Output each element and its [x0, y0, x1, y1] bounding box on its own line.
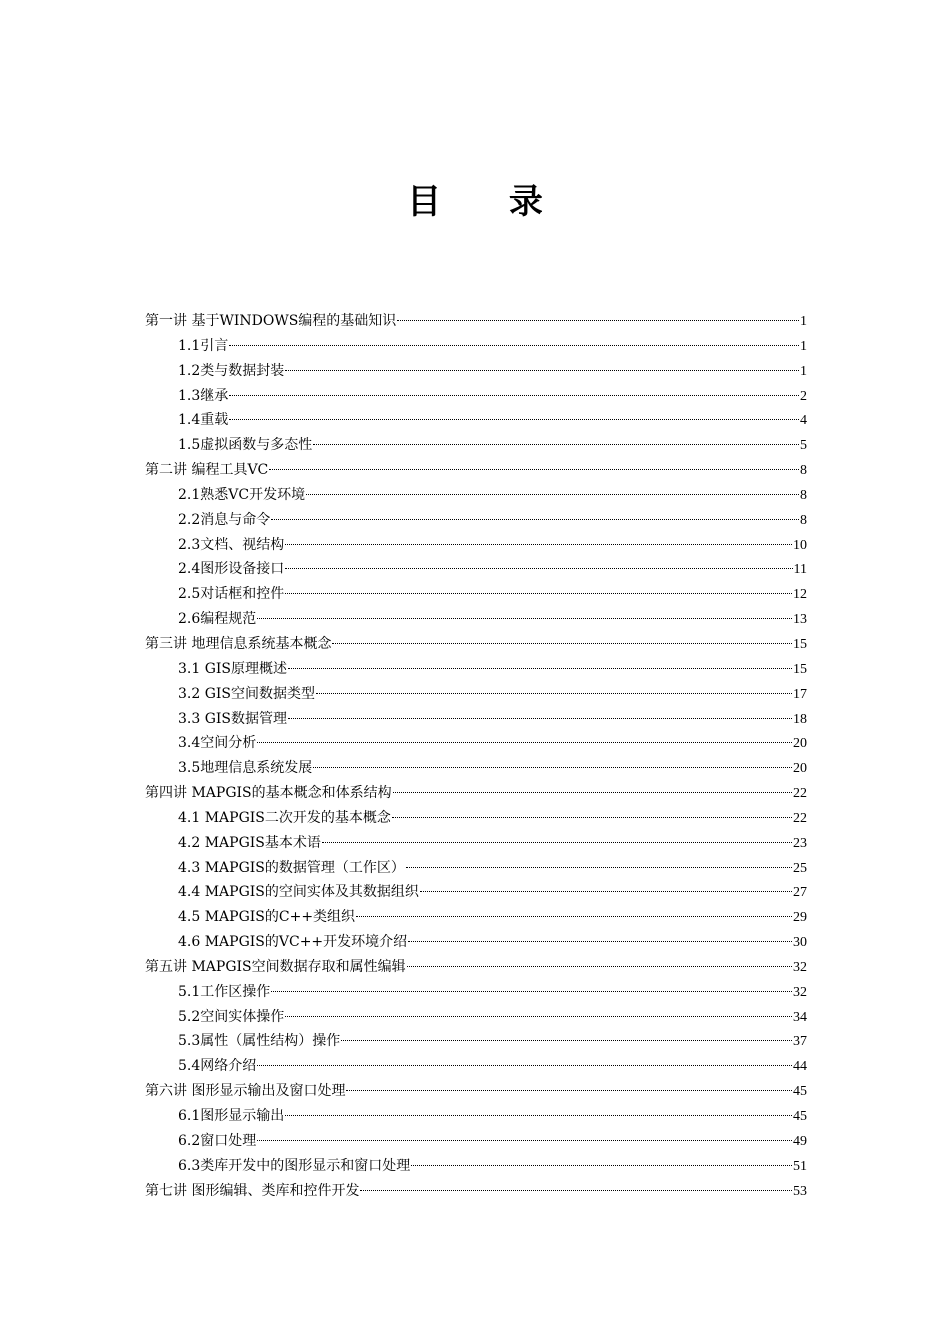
toc-section-entry[interactable]	[145, 1029, 807, 1054]
toc-dot-leader	[285, 1115, 792, 1116]
toc-section-entry[interactable]	[145, 806, 807, 831]
toc-section-entry[interactable]	[145, 905, 807, 930]
toc-section-entry[interactable]	[145, 856, 807, 881]
table-of-contents	[145, 309, 807, 1203]
toc-dot-leader	[271, 991, 792, 992]
toc-entry-page-number: 1	[800, 363, 807, 379]
toc-entry-page-number: 49	[793, 1133, 807, 1149]
toc-entry-label: 第七讲 图形编辑、类库和控件开发	[145, 1182, 360, 1199]
toc-entry-label: 4.6 MAPGIS的VC++开发环境介绍	[178, 934, 408, 951]
toc-section-entry[interactable]	[145, 657, 807, 682]
toc-chapter-entry[interactable]	[145, 1079, 807, 1104]
toc-dot-leader	[285, 544, 792, 545]
toc-entry-page-number: 10	[793, 537, 807, 553]
toc-chapter-entry[interactable]	[145, 458, 807, 483]
toc-dot-leader	[332, 643, 792, 644]
toc-dot-leader	[229, 419, 799, 420]
toc-entry-label: 3.3 GIS数据管理	[178, 710, 288, 727]
toc-entry-label: 5.3属性（属性结构）操作	[178, 1033, 341, 1050]
toc-section-entry[interactable]	[145, 1129, 807, 1154]
toc-dot-leader	[269, 469, 799, 470]
toc-entry-page-number: 8	[800, 487, 807, 503]
toc-entry-label: 第三讲 地理信息系统基本概念	[145, 635, 332, 652]
toc-entry-label: 3.5地理信息系统发展	[178, 760, 313, 777]
toc-entry-page-number: 1	[800, 338, 807, 354]
toc-entry-page-number: 20	[793, 761, 807, 777]
toc-entry-page-number: 17	[793, 686, 807, 702]
toc-chapter-entry[interactable]	[145, 632, 807, 657]
toc-entry-label: 第六讲 图形显示输出及窗口处理	[145, 1083, 346, 1100]
toc-entry-page-number: 34	[793, 1009, 807, 1025]
toc-entry-page-number: 22	[793, 810, 807, 826]
toc-chapter-entry[interactable]	[145, 781, 807, 806]
toc-dot-leader	[285, 568, 792, 569]
toc-entry-page-number: 32	[793, 959, 807, 975]
toc-entry-page-number: 15	[793, 661, 807, 677]
toc-entry-label: 2.4图形设备接口	[178, 561, 285, 578]
toc-dot-leader	[257, 1140, 792, 1141]
toc-section-entry[interactable]	[145, 557, 807, 582]
toc-section-entry[interactable]	[145, 980, 807, 1005]
toc-entry-label: 2.5对话框和控件	[178, 586, 285, 603]
toc-entry-label: 1.1引言	[178, 337, 229, 354]
toc-entry-label: 2.3文档、视结构	[178, 536, 285, 553]
toc-entry-label: 4.2 MAPGIS基本术语	[178, 834, 321, 851]
toc-dot-leader	[229, 395, 799, 396]
toc-entry-page-number: 4	[800, 413, 807, 429]
toc-dot-leader	[229, 345, 799, 346]
toc-section-entry[interactable]	[145, 756, 807, 781]
toc-entry-page-number: 5	[800, 438, 807, 454]
toc-entry-label: 3.4空间分析	[178, 735, 257, 752]
toc-entry-label: 2.6编程规范	[178, 611, 257, 628]
toc-entry-page-number: 37	[793, 1034, 807, 1050]
toc-entry-label: 2.2消息与命令	[178, 511, 271, 528]
toc-dot-leader	[360, 1190, 792, 1191]
toc-dot-leader	[406, 867, 792, 868]
toc-entry-page-number: 20	[793, 736, 807, 752]
toc-section-entry[interactable]	[145, 433, 807, 458]
toc-chapter-entry[interactable]	[145, 309, 807, 334]
toc-entry-label: 5.4网络介绍	[178, 1058, 257, 1075]
toc-entry-label: 第一讲 基于WINDOWS编程的基础知识	[145, 313, 397, 329]
toc-entry-label: 5.2空间实体操作	[178, 1008, 285, 1025]
toc-entry-page-number: 8	[800, 512, 807, 528]
toc-entry-page-number: 22	[793, 786, 807, 802]
toc-dot-leader	[271, 519, 799, 520]
toc-entry-page-number: 29	[793, 910, 807, 926]
toc-dot-leader	[397, 320, 799, 321]
toc-entry-page-number: 18	[793, 711, 807, 727]
toc-entry-page-number: 45	[793, 1084, 807, 1100]
toc-dot-leader	[257, 1065, 792, 1066]
toc-section-entry[interactable]	[145, 607, 807, 632]
toc-entry-page-number: 8	[800, 463, 807, 479]
toc-dot-leader	[306, 494, 799, 495]
page-title: 目 录	[407, 181, 571, 222]
toc-dot-leader	[316, 693, 792, 694]
toc-entry-label: 3.2 GIS空间数据类型	[178, 685, 316, 702]
toc-section-entry[interactable]	[145, 1104, 807, 1129]
toc-dot-leader	[288, 668, 792, 669]
toc-entry-page-number: 30	[793, 935, 807, 951]
toc-entry-page-number: 45	[793, 1109, 807, 1124]
toc-dot-leader	[411, 1165, 792, 1166]
toc-section-entry[interactable]	[145, 582, 807, 607]
toc-entry-label: 4.5 MAPGIS的C++类组织	[178, 909, 356, 926]
toc-section-entry[interactable]	[145, 880, 807, 905]
toc-dot-leader	[408, 941, 792, 942]
toc-section-entry[interactable]	[145, 408, 807, 433]
toc-entry-label: 6.3类库开发中的图形显示和窗口处理	[178, 1157, 411, 1174]
toc-section-entry[interactable]	[145, 731, 807, 756]
toc-section-entry[interactable]	[145, 334, 807, 359]
toc-entry-page-number: 32	[793, 984, 807, 1000]
toc-section-entry[interactable]	[145, 707, 807, 732]
toc-section-entry[interactable]	[145, 1005, 807, 1030]
toc-entry-label: 5.1工作区操作	[178, 983, 271, 1000]
toc-entry-page-number: 44	[793, 1059, 807, 1075]
toc-section-entry[interactable]	[145, 1054, 807, 1079]
toc-entry-label: 2.1熟悉VC开发环境	[178, 486, 306, 503]
toc-entry-label: 4.3 MAPGIS的数据管理（工作区）	[178, 859, 405, 876]
toc-chapter-entry[interactable]	[145, 1179, 807, 1204]
toc-entry-label: 第二讲 编程工具VC	[145, 462, 269, 479]
toc-section-entry[interactable]	[145, 533, 807, 558]
toc-entry-label: 3.1 GIS原理概述	[178, 660, 288, 677]
toc-entry-label: 1.4重载	[178, 412, 229, 429]
toc-dot-leader	[313, 767, 792, 768]
toc-entry-page-number: 53	[793, 1183, 807, 1199]
toc-entry-label: 第四讲 MAPGIS的基本概念和体系结构	[145, 785, 392, 802]
toc-entry-label: 第五讲 MAPGIS空间数据存取和属性编辑	[145, 958, 406, 975]
toc-entry-page-number: 15	[793, 636, 807, 652]
toc-entry-page-number: 27	[793, 885, 807, 901]
toc-section-entry[interactable]	[145, 483, 807, 508]
toc-dot-leader	[407, 966, 792, 967]
toc-dot-leader	[356, 916, 792, 917]
toc-section-entry[interactable]	[145, 930, 807, 955]
toc-section-entry[interactable]	[145, 1154, 807, 1179]
toc-dot-leader	[346, 1090, 792, 1091]
toc-section-entry[interactable]	[145, 508, 807, 533]
toc-dot-leader	[257, 742, 792, 743]
toc-entry-page-number: 11	[793, 562, 807, 578]
toc-entry-label: 4.4 MAPGIS的空间实体及其数据组织	[178, 884, 419, 901]
toc-entry-page-number: 23	[793, 835, 807, 851]
toc-dot-leader	[285, 370, 799, 371]
toc-entry-page-number: 25	[793, 860, 807, 876]
toc-dot-leader	[420, 891, 792, 892]
toc-dot-leader	[322, 842, 792, 843]
toc-section-entry[interactable]	[145, 682, 807, 707]
toc-entry-label: 1.3继承	[178, 387, 229, 404]
toc-dot-leader	[288, 718, 792, 719]
toc-entry-label: 4.1 MAPGIS二次开发的基本概念	[178, 809, 391, 826]
toc-chapter-entry[interactable]	[145, 955, 807, 980]
toc-dot-leader	[285, 593, 792, 594]
toc-dot-leader	[313, 444, 799, 445]
toc-entry-page-number: 12	[793, 587, 807, 603]
toc-dot-leader	[341, 1040, 792, 1041]
toc-entry-page-number: 1	[800, 314, 807, 329]
toc-dot-leader	[392, 817, 792, 818]
toc-section-entry[interactable]	[145, 359, 807, 384]
toc-entry-page-number: 2	[800, 388, 807, 404]
toc-dot-leader	[257, 618, 792, 619]
toc-entry-label: 1.2类与数据封装	[178, 362, 285, 379]
toc-entry-label: 1.5虚拟函数与多态性	[178, 437, 313, 454]
toc-section-entry[interactable]	[145, 831, 807, 856]
toc-section-entry[interactable]	[145, 384, 807, 409]
toc-entry-page-number: 51	[793, 1158, 807, 1174]
toc-entry-label: 6.1图形显示输出	[178, 1108, 285, 1124]
toc-entry-label: 6.2窗口处理	[178, 1132, 257, 1149]
toc-dot-leader	[285, 1016, 792, 1017]
toc-entry-page-number: 13	[793, 612, 807, 628]
toc-dot-leader	[393, 792, 792, 793]
